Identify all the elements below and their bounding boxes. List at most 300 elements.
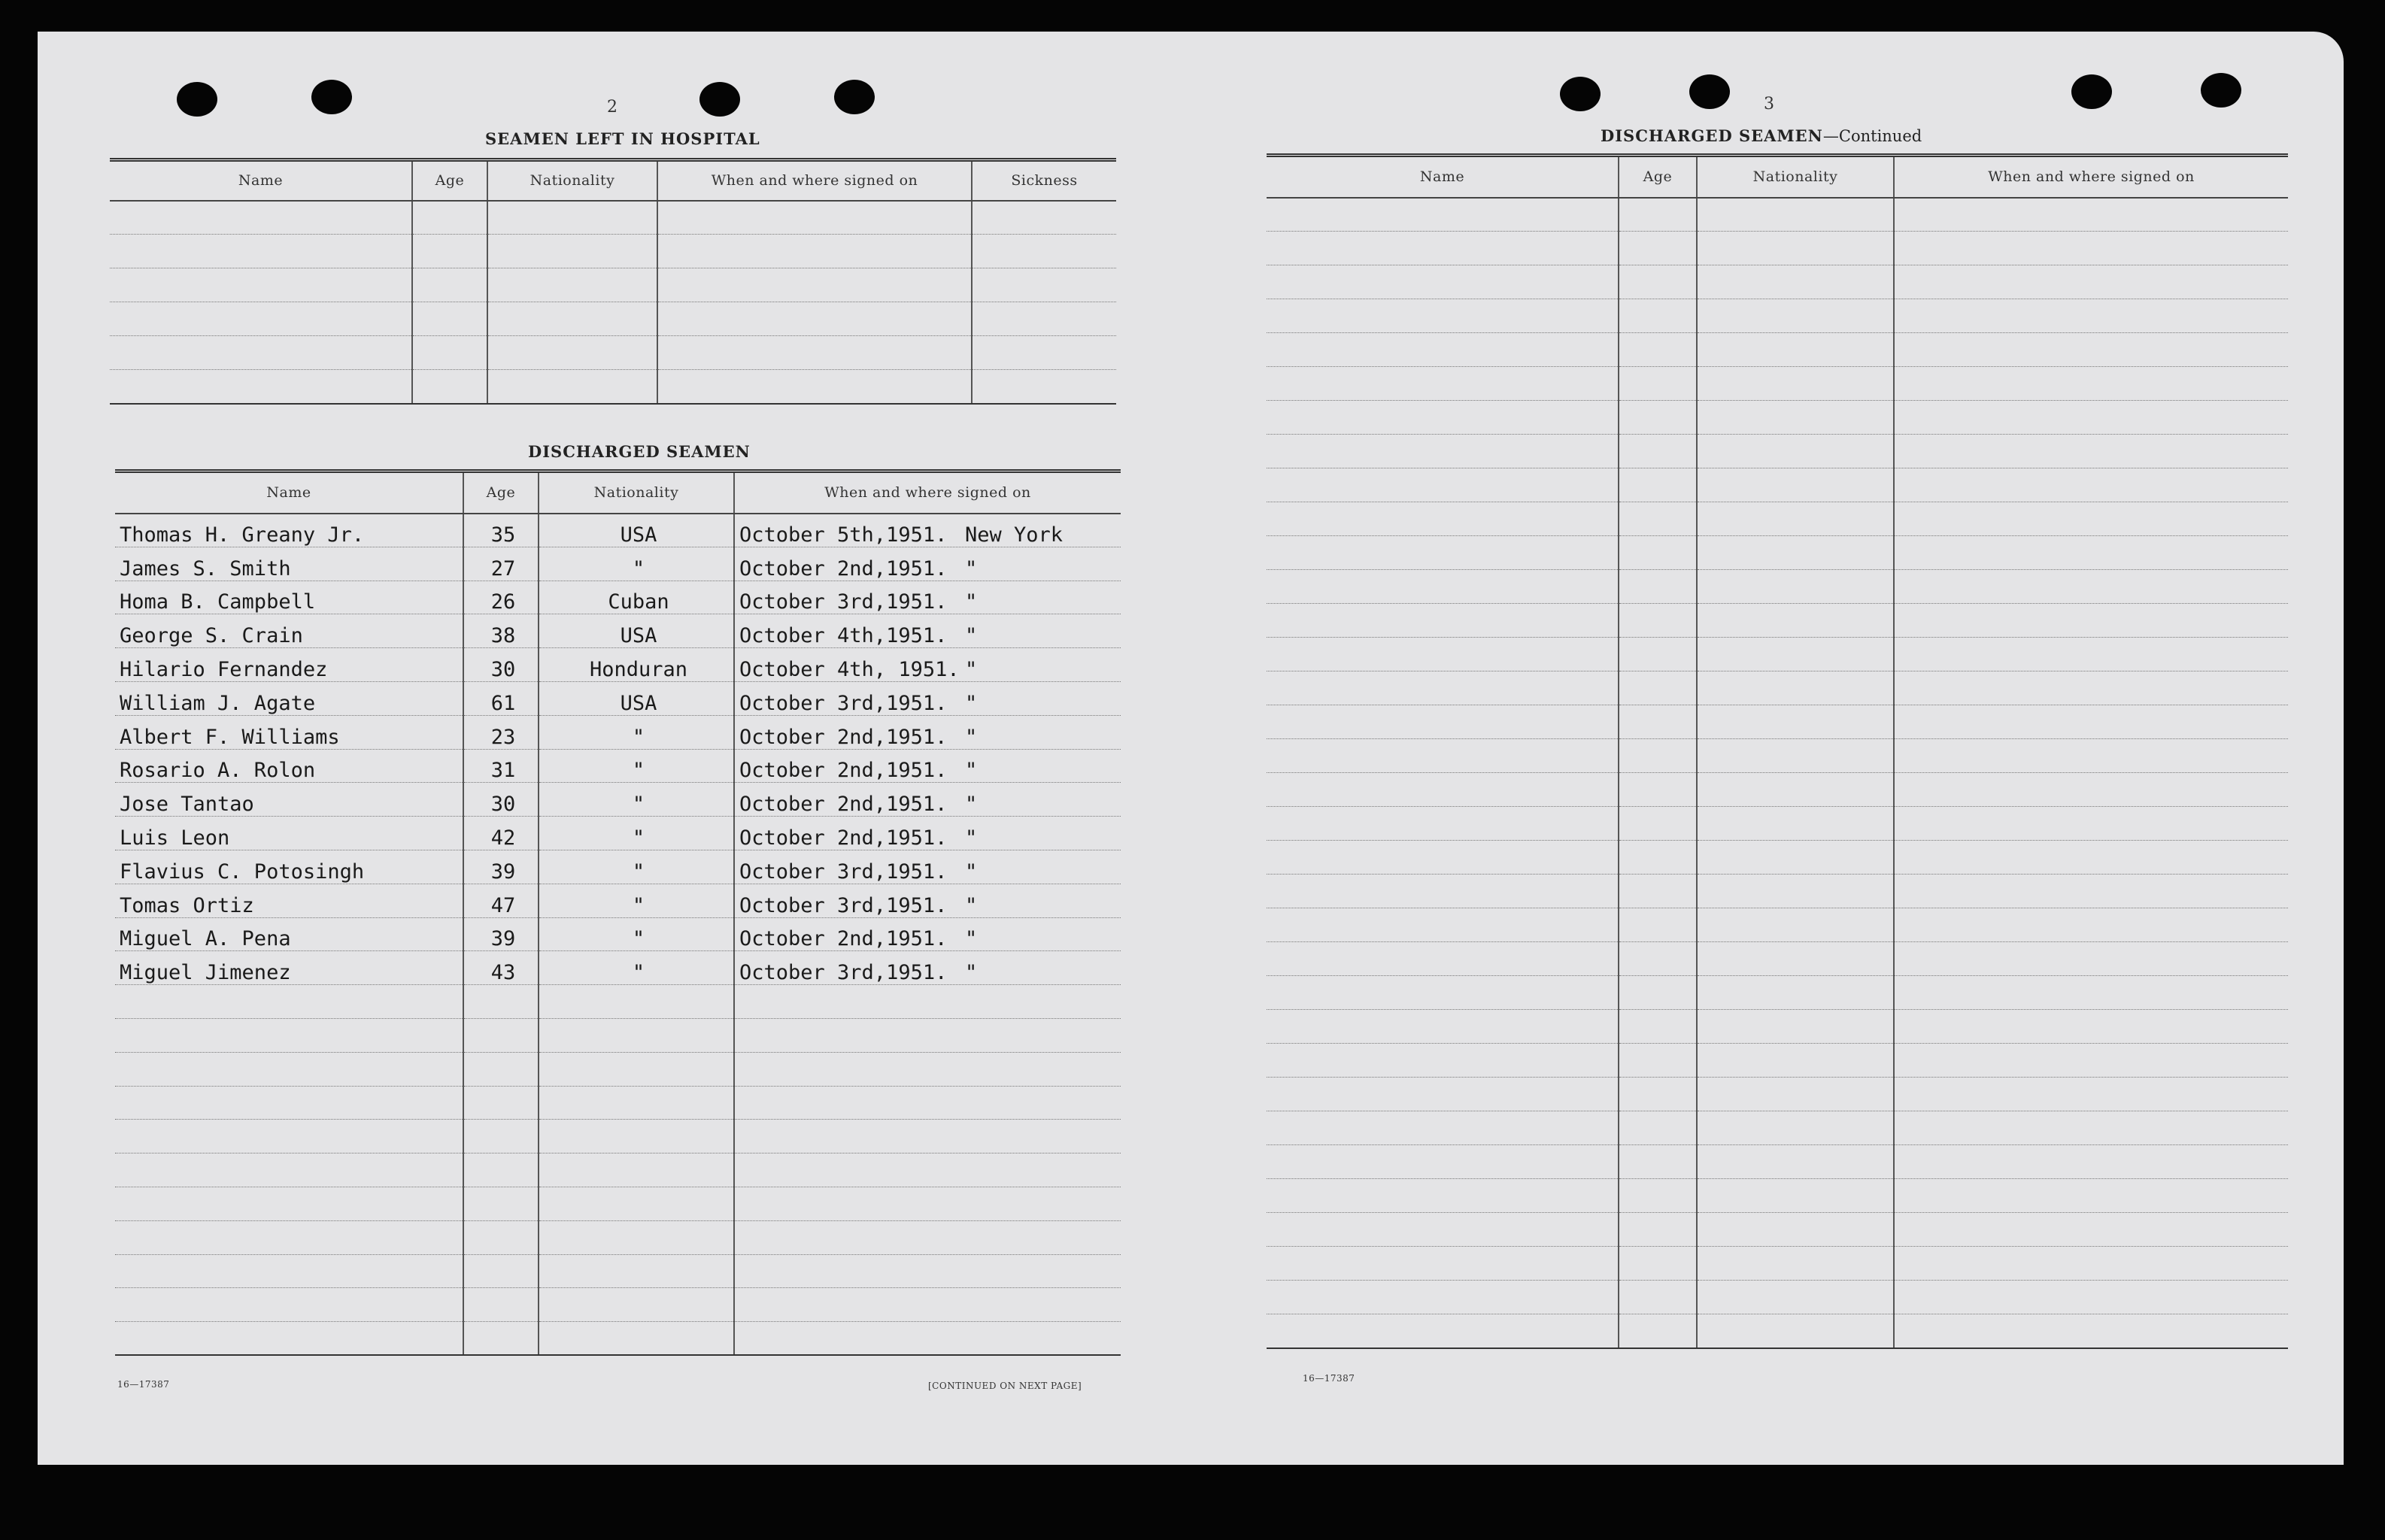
continued-row	[1267, 671, 2288, 705]
signed-on-place: "	[965, 691, 978, 715]
signed-on-date: October 3rd,1951.	[739, 893, 948, 917]
seaman-name: Hilario Fernandez	[115, 648, 463, 682]
continued-cell-age	[1619, 333, 1697, 367]
continued-cell-nationality	[1697, 875, 1894, 908]
continued-cell-nationality	[1697, 468, 1894, 502]
hospital-col-sickness: Sickness	[972, 160, 1116, 201]
continued-cell-nationality	[1697, 536, 1894, 570]
seaman-name	[115, 1288, 463, 1322]
discharged-col-name: Name	[115, 471, 463, 514]
continued-cell-signed-on	[1894, 1145, 2288, 1179]
continued-cell-signed-on	[1894, 1179, 2288, 1213]
continued-cell-signed-on	[1894, 1314, 2288, 1348]
seaman-nationality: "	[539, 884, 734, 917]
signed-on-date: October 5th,1951.	[739, 523, 948, 547]
seaman-age	[463, 1322, 539, 1356]
punch-hole	[1689, 74, 1730, 109]
discharged-row	[115, 1120, 1121, 1153]
continued-cell-signed-on	[1894, 333, 2288, 367]
continued-cell-age	[1619, 875, 1697, 908]
continued-cell-age	[1619, 401, 1697, 435]
continued-cell-nationality	[1697, 198, 1894, 232]
seaman-nationality	[539, 1120, 734, 1153]
seaman-nationality: "	[539, 547, 734, 581]
seaman-nationality: USA	[539, 681, 734, 715]
hospital-cell-nationality	[487, 370, 657, 404]
discharged-row	[115, 1153, 1121, 1187]
continued-cell-age	[1619, 604, 1697, 638]
seaman-nationality	[539, 1288, 734, 1322]
continued-cell-age	[1619, 1010, 1697, 1044]
seaman-signed-on	[734, 917, 1121, 951]
continued-cell-name	[1267, 265, 1619, 299]
discharged-row	[115, 547, 1121, 581]
continued-cell-signed-on	[1894, 638, 2288, 671]
continued-cell-age	[1619, 1044, 1697, 1078]
continued-row	[1267, 502, 2288, 536]
seaman-age: 47	[463, 884, 539, 917]
discharged-continued-title-main: DISCHARGED SEAMEN	[1601, 126, 1823, 145]
continued-cell-signed-on	[1894, 1010, 2288, 1044]
hospital-cell-nationality	[487, 336, 657, 370]
continued-cell-nationality	[1697, 604, 1894, 638]
continued-cell-signed-on	[1894, 739, 2288, 773]
seaman-nationality: "	[539, 817, 734, 850]
hospital-col-nationality: Nationality	[487, 160, 657, 201]
continued-cell-signed-on	[1894, 570, 2288, 604]
continued-cell-signed-on	[1894, 875, 2288, 908]
hospital-cell-age	[412, 235, 487, 268]
continued-cell-signed-on	[1894, 401, 2288, 435]
continued-row	[1267, 908, 2288, 942]
continued-cell-age	[1619, 502, 1697, 536]
seaman-signed-on	[734, 884, 1121, 917]
continued-cell-age	[1619, 1111, 1697, 1145]
continued-cell-nationality	[1697, 1111, 1894, 1145]
hospital-cell-nationality	[487, 302, 657, 336]
seaman-age: 43	[463, 951, 539, 985]
discharged-row	[115, 884, 1121, 917]
discharged-row	[115, 514, 1121, 547]
continued-cell-signed-on	[1894, 908, 2288, 942]
seaman-age: 23	[463, 715, 539, 749]
seaman-name: Albert F. Williams	[115, 715, 463, 749]
seaman-signed-on	[734, 850, 1121, 884]
continued-cell-name	[1267, 1247, 1619, 1281]
continued-cell-nationality	[1697, 1044, 1894, 1078]
continued-cell-nationality	[1697, 1145, 1894, 1179]
continued-cell-name	[1267, 604, 1619, 638]
document-page	[38, 32, 2344, 1465]
seaman-name: Tomas Ortiz	[115, 884, 463, 917]
hospital-cell-name	[110, 336, 412, 370]
page-number-left: 2	[607, 98, 617, 117]
continued-cell-nationality	[1697, 570, 1894, 604]
continued-col-name: Name	[1267, 156, 1619, 198]
continued-cell-signed-on	[1894, 942, 2288, 976]
hospital-row	[110, 336, 1116, 370]
punch-hole	[834, 80, 875, 114]
seaman-nationality: USA	[539, 514, 734, 547]
punch-hole	[699, 82, 740, 117]
seaman-name: Rosario A. Rolon	[115, 749, 463, 783]
seaman-nationality	[539, 985, 734, 1019]
continued-cell-signed-on	[1894, 232, 2288, 265]
continued-row	[1267, 1179, 2288, 1213]
hospital-section-title: SEAMEN LEFT IN HOSPITAL	[485, 129, 760, 148]
seaman-name	[115, 1322, 463, 1356]
continued-cell-name	[1267, 841, 1619, 875]
hospital-row	[110, 370, 1116, 404]
punch-hole	[2071, 74, 2112, 109]
continued-cell-signed-on	[1894, 1213, 2288, 1247]
continued-cell-signed-on	[1894, 536, 2288, 570]
seaman-name: George S. Crain	[115, 614, 463, 648]
continued-row	[1267, 198, 2288, 232]
hospital-row	[110, 201, 1116, 235]
discharged-row	[115, 1052, 1121, 1086]
continued-cell-signed-on	[1894, 1247, 2288, 1281]
continued-cell-name	[1267, 570, 1619, 604]
continued-cell-nationality	[1697, 1281, 1894, 1314]
continued-cell-signed-on	[1894, 502, 2288, 536]
discharged-row	[115, 951, 1121, 985]
seaman-age	[463, 1254, 539, 1288]
seaman-nationality	[539, 1254, 734, 1288]
seaman-age	[463, 1153, 539, 1187]
punch-hole	[1560, 77, 1601, 111]
seaman-signed-on	[734, 715, 1121, 749]
seaman-name: Miguel Jimenez	[115, 951, 463, 985]
continued-row	[1267, 1281, 2288, 1314]
discharged-col-nationality: Nationality	[539, 471, 734, 514]
seaman-age: 39	[463, 850, 539, 884]
continued-cell-age	[1619, 1078, 1697, 1111]
signed-on-place: "	[965, 759, 978, 783]
seaman-age: 61	[463, 681, 539, 715]
seaman-nationality	[539, 1187, 734, 1220]
seaman-signed-on	[734, 1322, 1121, 1356]
seaman-age: 26	[463, 581, 539, 614]
discharged-col-age: Age	[463, 471, 539, 514]
discharged-row	[115, 648, 1121, 682]
continued-cell-nationality	[1697, 841, 1894, 875]
hospital-cell-name	[110, 370, 412, 404]
continued-row	[1267, 468, 2288, 502]
signed-on-place: "	[965, 961, 978, 985]
continued-cell-name	[1267, 671, 1619, 705]
discharged-row	[115, 1187, 1121, 1220]
hospital-cell-signed-on	[657, 268, 972, 302]
seaman-age	[463, 1220, 539, 1254]
continued-cell-signed-on	[1894, 1111, 2288, 1145]
discharged-row	[115, 581, 1121, 614]
continued-cell-nationality	[1697, 807, 1894, 841]
hospital-cell-age	[412, 268, 487, 302]
seaman-signed-on	[734, 514, 1121, 547]
hospital-cell-sickness	[972, 268, 1116, 302]
seaman-age	[463, 1086, 539, 1120]
signed-on-place: "	[965, 859, 978, 884]
hospital-cell-sickness	[972, 370, 1116, 404]
continued-cell-nationality	[1697, 739, 1894, 773]
continued-row	[1267, 875, 2288, 908]
hospital-cell-signed-on	[657, 201, 972, 235]
continued-row	[1267, 604, 2288, 638]
continued-cell-signed-on	[1894, 1281, 2288, 1314]
seaman-signed-on	[734, 749, 1121, 783]
continued-cell-name	[1267, 908, 1619, 942]
continued-row	[1267, 1145, 2288, 1179]
seaman-signed-on	[734, 1120, 1121, 1153]
continued-note: [CONTINUED ON NEXT PAGE]	[928, 1381, 1082, 1391]
hospital-row	[110, 235, 1116, 268]
seaman-signed-on	[734, 1187, 1121, 1220]
signed-on-place: "	[965, 793, 978, 817]
continued-cell-name	[1267, 875, 1619, 908]
seaman-name	[115, 1220, 463, 1254]
signed-on-place: "	[965, 657, 978, 681]
discharged-row	[115, 917, 1121, 951]
seaman-name	[115, 1052, 463, 1086]
continued-row	[1267, 739, 2288, 773]
continued-row	[1267, 976, 2288, 1010]
continued-row	[1267, 1314, 2288, 1348]
continued-cell-nationality	[1697, 1314, 1894, 1348]
discharged-row	[115, 715, 1121, 749]
signed-on-date: October 2nd,1951.	[739, 927, 948, 951]
seaman-nationality: "	[539, 951, 734, 985]
continued-row	[1267, 1111, 2288, 1145]
continued-cell-signed-on	[1894, 773, 2288, 807]
seaman-nationality: "	[539, 917, 734, 951]
continued-cell-age	[1619, 976, 1697, 1010]
seaman-signed-on	[734, 783, 1121, 817]
seaman-nationality	[539, 1220, 734, 1254]
continued-cell-nationality	[1697, 333, 1894, 367]
continued-cell-name	[1267, 1179, 1619, 1213]
continued-cell-age	[1619, 739, 1697, 773]
continued-cell-age	[1619, 299, 1697, 333]
seaman-nationality: "	[539, 783, 734, 817]
continued-row	[1267, 367, 2288, 401]
hospital-col-name: Name	[110, 160, 412, 201]
signed-on-date: October 3rd,1951.	[739, 859, 948, 884]
continued-cell-age	[1619, 1179, 1697, 1213]
seaman-name	[115, 1254, 463, 1288]
signed-on-date: October 2nd,1951.	[739, 725, 948, 749]
continued-cell-nationality	[1697, 401, 1894, 435]
signed-on-date: October 3rd,1951.	[739, 961, 948, 985]
seaman-age	[463, 1288, 539, 1322]
seaman-signed-on	[734, 1052, 1121, 1086]
seaman-nationality: Cuban	[539, 581, 734, 614]
hospital-table	[110, 158, 1116, 405]
seaman-age	[463, 1052, 539, 1086]
seaman-age: 38	[463, 614, 539, 648]
signed-on-date: October 2nd,1951.	[739, 826, 948, 850]
continued-row	[1267, 1044, 2288, 1078]
hospital-col-age: Age	[412, 160, 487, 201]
seaman-name: Jose Tantao	[115, 783, 463, 817]
hospital-cell-sickness	[972, 336, 1116, 370]
form-number-right: 16—17387	[1303, 1373, 1355, 1384]
continued-row	[1267, 1010, 2288, 1044]
continued-row	[1267, 638, 2288, 671]
continued-cell-nationality	[1697, 671, 1894, 705]
continued-row	[1267, 299, 2288, 333]
seaman-name: Thomas H. Greany Jr.	[115, 514, 463, 547]
seaman-signed-on	[734, 681, 1121, 715]
hospital-cell-nationality	[487, 235, 657, 268]
continued-cell-signed-on	[1894, 705, 2288, 739]
form-number-left: 16—17387	[117, 1379, 170, 1390]
seaman-age: 31	[463, 749, 539, 783]
continued-cell-age	[1619, 367, 1697, 401]
hospital-cell-name	[110, 302, 412, 336]
continued-cell-name	[1267, 773, 1619, 807]
continued-col-nationality: Nationality	[1697, 156, 1894, 198]
seaman-nationality: "	[539, 850, 734, 884]
continued-cell-signed-on	[1894, 265, 2288, 299]
seaman-age	[463, 1018, 539, 1052]
seaman-name: Miguel A. Pena	[115, 917, 463, 951]
discharged-continued-table	[1267, 153, 2288, 1349]
continued-cell-nationality	[1697, 265, 1894, 299]
continued-cell-nationality	[1697, 435, 1894, 468]
signed-on-date: October 2nd,1951.	[739, 556, 948, 581]
seaman-age	[463, 1120, 539, 1153]
seaman-nationality: "	[539, 749, 734, 783]
continued-col-signed-on: When and where signed on	[1894, 156, 2288, 198]
continued-cell-age	[1619, 198, 1697, 232]
continued-cell-name	[1267, 1111, 1619, 1145]
continued-cell-name	[1267, 401, 1619, 435]
continued-cell-age	[1619, 638, 1697, 671]
seaman-age: 30	[463, 783, 539, 817]
seaman-name: James S. Smith	[115, 547, 463, 581]
continued-row	[1267, 401, 2288, 435]
discharged-continued-title-suffix: —Continued	[1822, 127, 1922, 145]
discharged-table	[115, 469, 1121, 1356]
hospital-cell-signed-on	[657, 235, 972, 268]
signed-on-place: "	[965, 624, 978, 648]
continued-cell-age	[1619, 705, 1697, 739]
discharged-row	[115, 783, 1121, 817]
continued-cell-signed-on	[1894, 671, 2288, 705]
discharged-row	[115, 1322, 1121, 1356]
seaman-nationality	[539, 1086, 734, 1120]
signed-on-place: New York	[965, 523, 1064, 547]
hospital-cell-nationality	[487, 201, 657, 235]
seaman-signed-on	[734, 1086, 1121, 1120]
continued-cell-name	[1267, 807, 1619, 841]
continued-cell-age	[1619, 1213, 1697, 1247]
continued-cell-nationality	[1697, 232, 1894, 265]
hospital-cell-age	[412, 370, 487, 404]
continued-row	[1267, 773, 2288, 807]
seaman-nationality: Honduran	[539, 648, 734, 682]
continued-cell-age	[1619, 841, 1697, 875]
signed-on-place: "	[965, 556, 978, 581]
continued-row	[1267, 232, 2288, 265]
seaman-name: William J. Agate	[115, 681, 463, 715]
discharged-row	[115, 1220, 1121, 1254]
continued-cell-age	[1619, 1247, 1697, 1281]
continued-cell-name	[1267, 1145, 1619, 1179]
hospital-cell-sickness	[972, 302, 1116, 336]
signed-on-date: October 4th,1951.	[739, 624, 948, 648]
continued-cell-signed-on	[1894, 976, 2288, 1010]
hospital-cell-name	[110, 235, 412, 268]
continued-cell-age	[1619, 468, 1697, 502]
seaman-signed-on	[734, 1254, 1121, 1288]
continued-cell-age	[1619, 232, 1697, 265]
continued-cell-name	[1267, 1044, 1619, 1078]
seaman-signed-on	[734, 547, 1121, 581]
continued-cell-nationality	[1697, 1179, 1894, 1213]
seaman-name: Homa B. Campbell	[115, 581, 463, 614]
seaman-nationality: "	[539, 715, 734, 749]
continued-cell-name	[1267, 435, 1619, 468]
punch-hole	[2201, 73, 2241, 108]
seaman-age: 39	[463, 917, 539, 951]
continued-cell-age	[1619, 265, 1697, 299]
seaman-name	[115, 1120, 463, 1153]
continued-cell-name	[1267, 1213, 1619, 1247]
continued-cell-name	[1267, 1078, 1619, 1111]
continued-cell-nationality	[1697, 908, 1894, 942]
continued-row	[1267, 705, 2288, 739]
hospital-row	[110, 268, 1116, 302]
signed-on-place: "	[965, 590, 978, 614]
seaman-name	[115, 985, 463, 1019]
continued-cell-name	[1267, 942, 1619, 976]
seaman-name: Luis Leon	[115, 817, 463, 850]
signed-on-place: "	[965, 826, 978, 850]
continued-row	[1267, 536, 2288, 570]
signed-on-date: October 3rd,1951.	[739, 691, 948, 715]
seaman-signed-on	[734, 817, 1121, 850]
signed-on-place: "	[965, 725, 978, 749]
seaman-age: 42	[463, 817, 539, 850]
continued-cell-nationality	[1697, 942, 1894, 976]
continued-cell-name	[1267, 1010, 1619, 1044]
hospital-cell-signed-on	[657, 370, 972, 404]
seaman-signed-on	[734, 581, 1121, 614]
continued-row	[1267, 1213, 2288, 1247]
continued-row	[1267, 1078, 2288, 1111]
continued-cell-name	[1267, 468, 1619, 502]
continued-cell-name	[1267, 299, 1619, 333]
punch-hole	[177, 82, 217, 117]
continued-col-age: Age	[1619, 156, 1697, 198]
continued-cell-age	[1619, 942, 1697, 976]
hospital-cell-sickness	[972, 201, 1116, 235]
continued-cell-age	[1619, 807, 1697, 841]
seaman-name	[115, 1086, 463, 1120]
continued-cell-name	[1267, 1314, 1619, 1348]
continued-cell-name	[1267, 705, 1619, 739]
continued-cell-age	[1619, 908, 1697, 942]
hospital-cell-signed-on	[657, 302, 972, 336]
hospital-cell-age	[412, 201, 487, 235]
seaman-signed-on	[734, 985, 1121, 1019]
continued-cell-signed-on	[1894, 435, 2288, 468]
continued-cell-age	[1619, 435, 1697, 468]
discharged-row	[115, 1018, 1121, 1052]
signed-on-place: "	[965, 927, 978, 951]
